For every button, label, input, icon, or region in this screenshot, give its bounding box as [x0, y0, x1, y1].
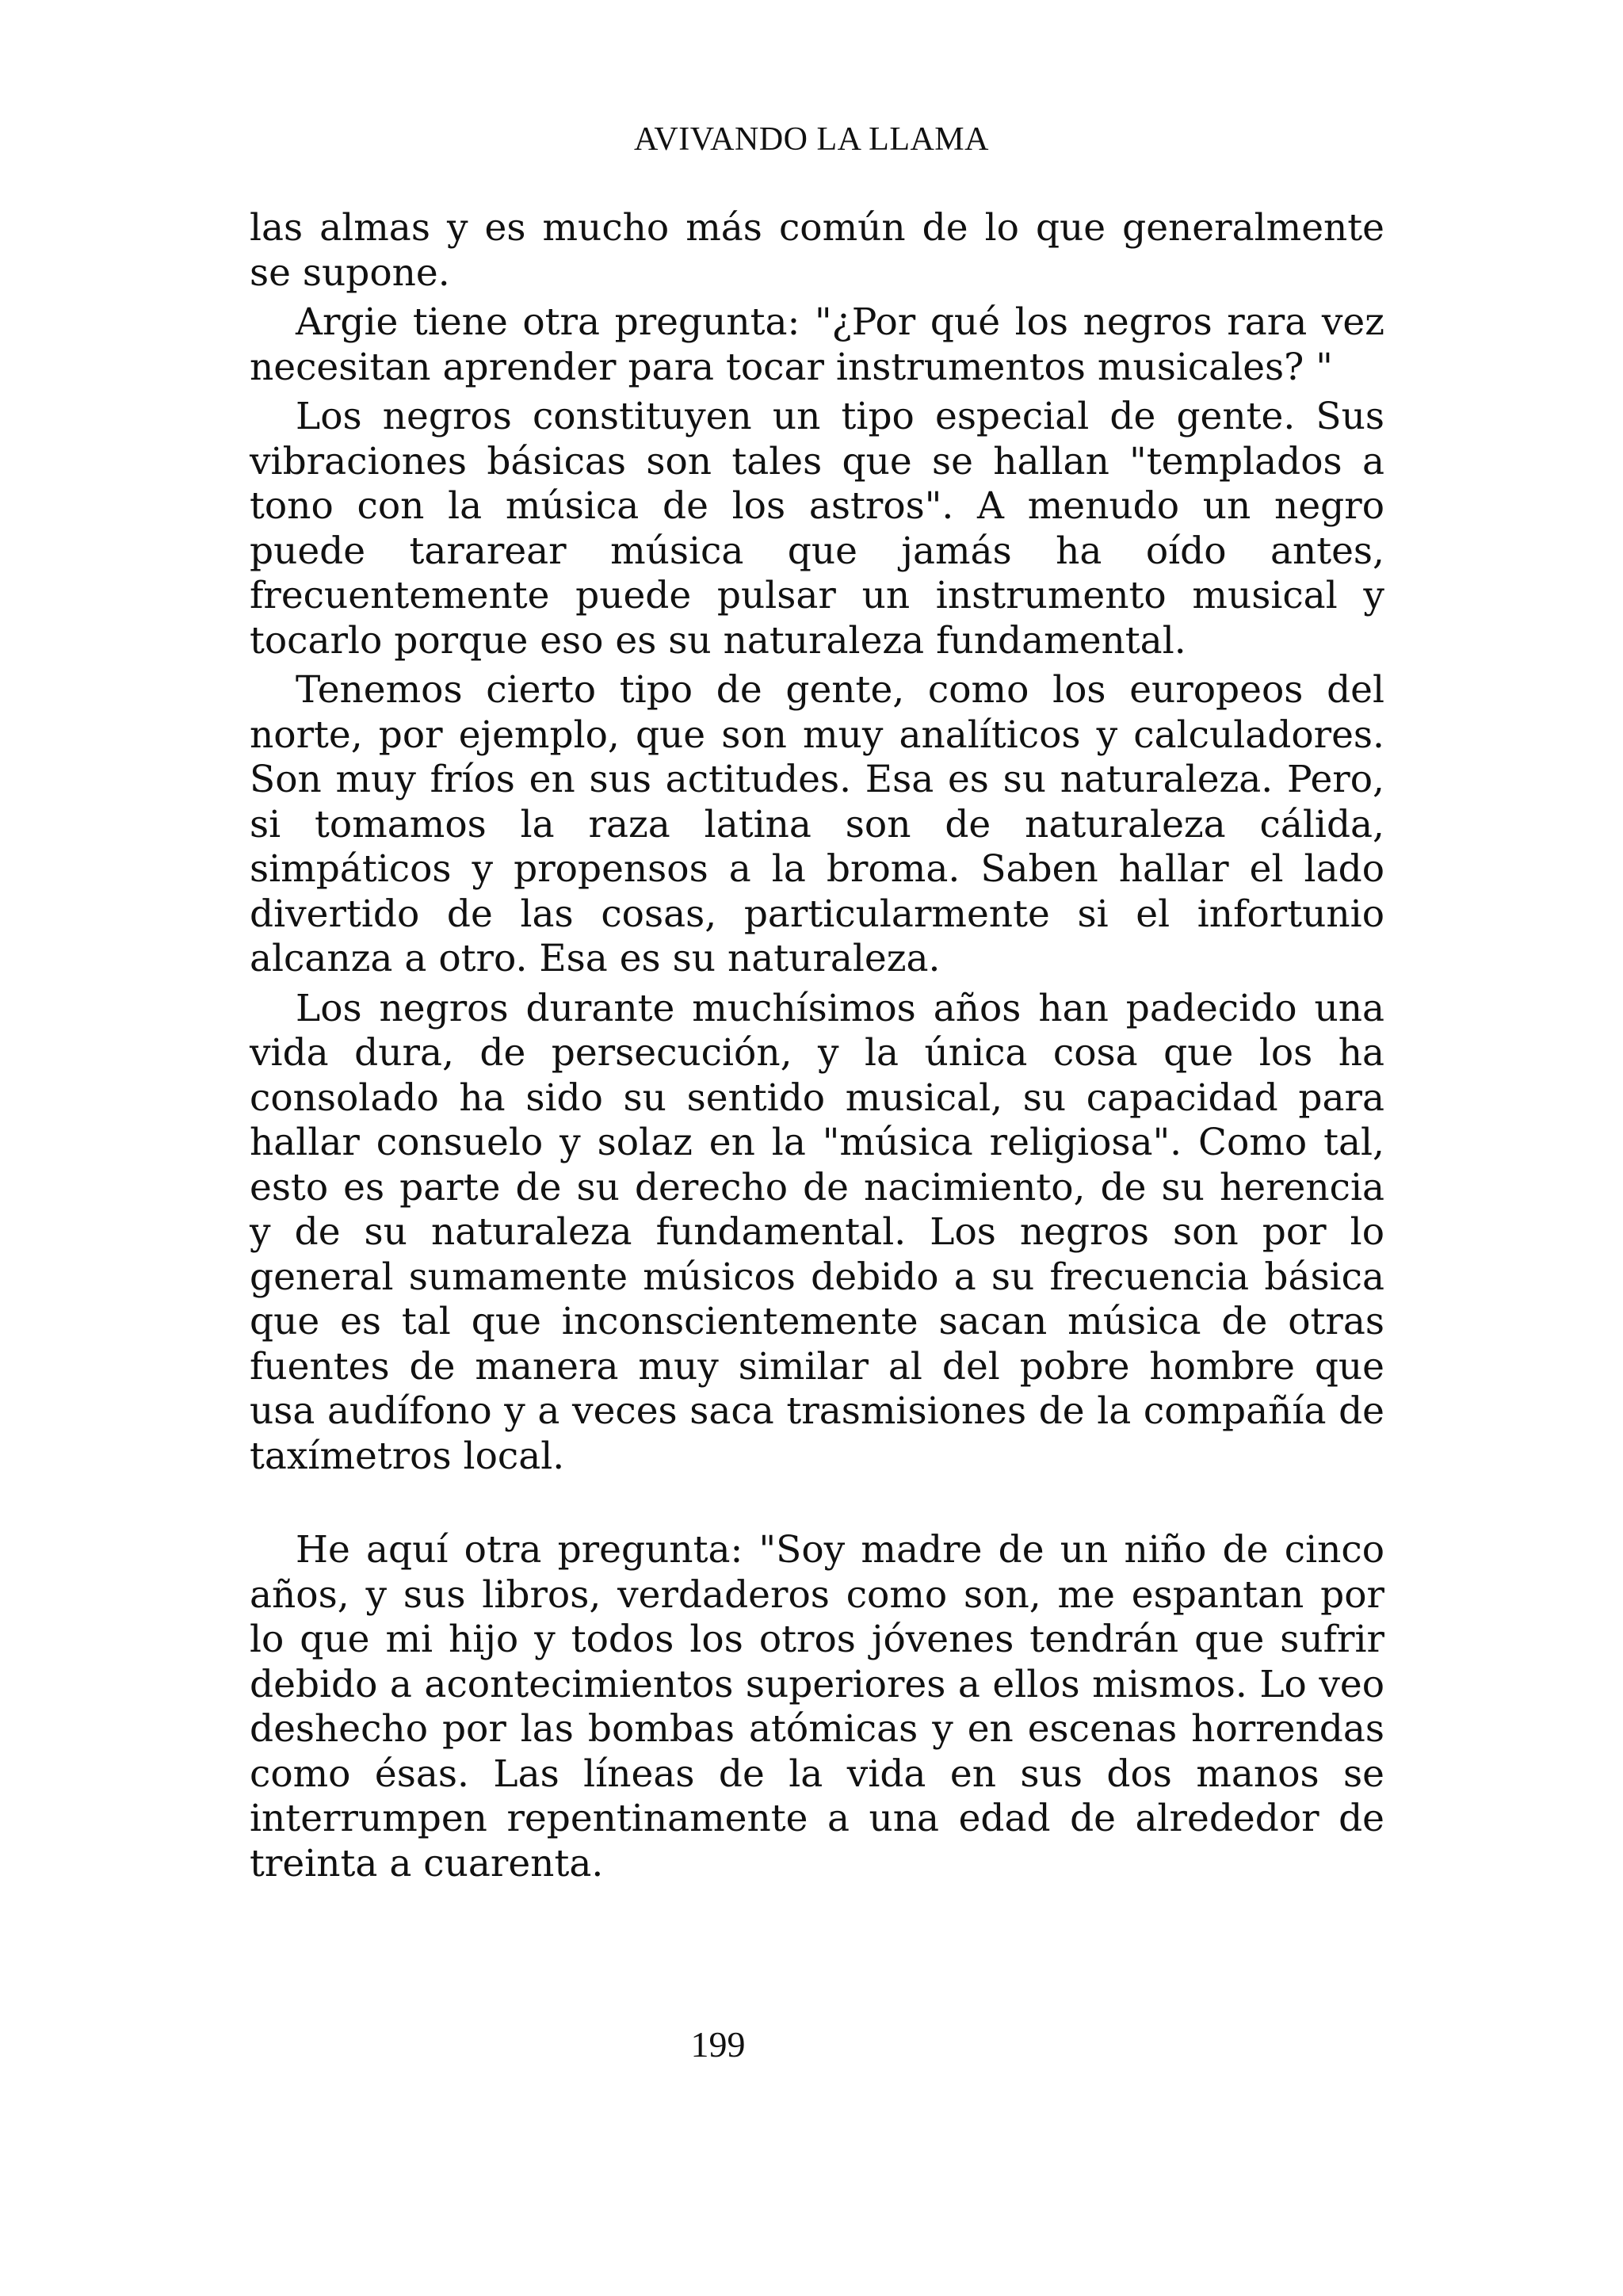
- paragraph-continuation: las almas y es mucho más común de lo que generalmente se supone.: [250, 206, 1384, 295]
- paragraph-history: Los negros durante muchísimos años han padecido una vida dura, de persecución, y la única cosa que los ha consolado ha sido su sentido musical, su capacidad para hallar consuelo y solaz en la "música religiosa". Como tal, esto es parte de su derecho de nacimiento, de su herencia y de su naturaleza fundamental. Los negros son por lo general sumamente músicos debido a su frecuencia básica que es tal que inconscientemente sacan música de otras fuentes de manera muy similar al del pobre hombre que usa audífono y a veces saca trasmisiones de la compañía de taxímetros local.: [250, 986, 1384, 1478]
- paragraph-question-mother: He aquí otra pregunta: "Soy madre de un niño de cinco años, y sus libros, verdaderos como son, me espantan por lo que mi hijo y todos los otros jóvenes tendrán que sufrir debido a acontecimientos superiores a ellos mismos. Lo veo deshecho por las bombas atómicas y en escenas horrendas como ésas. Las líneas de la vida en sus dos manos se interrumpen repentinamente a una edad de alrededor de treinta a cuarenta.: [250, 1528, 1384, 1885]
- body-text: [250, 206, 1384, 1886]
- page-number: 199: [690, 2024, 746, 2065]
- paragraph-nature: Tenemos cierto tipo de gente, como los europeos del norte, por ejemplo, que son muy analíticos y calculadores. Son muy fríos en sus actitudes. Esa es su naturaleza. Pero, si tomamos la raza latina son de naturaleza cálida, simpáticos y propensos a la broma. Saben hallar el lado divertido de las cosas, particularmente si el infortunio alcanza a otro. Esa es su naturaleza.: [250, 668, 1384, 980]
- running-header: AVIVANDO LA LLAMA: [634, 121, 989, 158]
- paragraph-vibrations: Los negros constituyen un tipo especial de gente. Sus vibraciones básicas son tales que se hallan "templados a tono con la música de los astros". A menudo un negro puede tararear música que jamás ha oído antes, frecuentemente puede pulsar un instrumento musical y tocarlo porque eso es su naturaleza fundamental.: [250, 395, 1384, 663]
- paragraph-question-argie: Argie tiene otra pregunta: "¿Por qué los negros rara vez necesitan aprender para tocar instrumentos musicales? ": [250, 300, 1384, 389]
